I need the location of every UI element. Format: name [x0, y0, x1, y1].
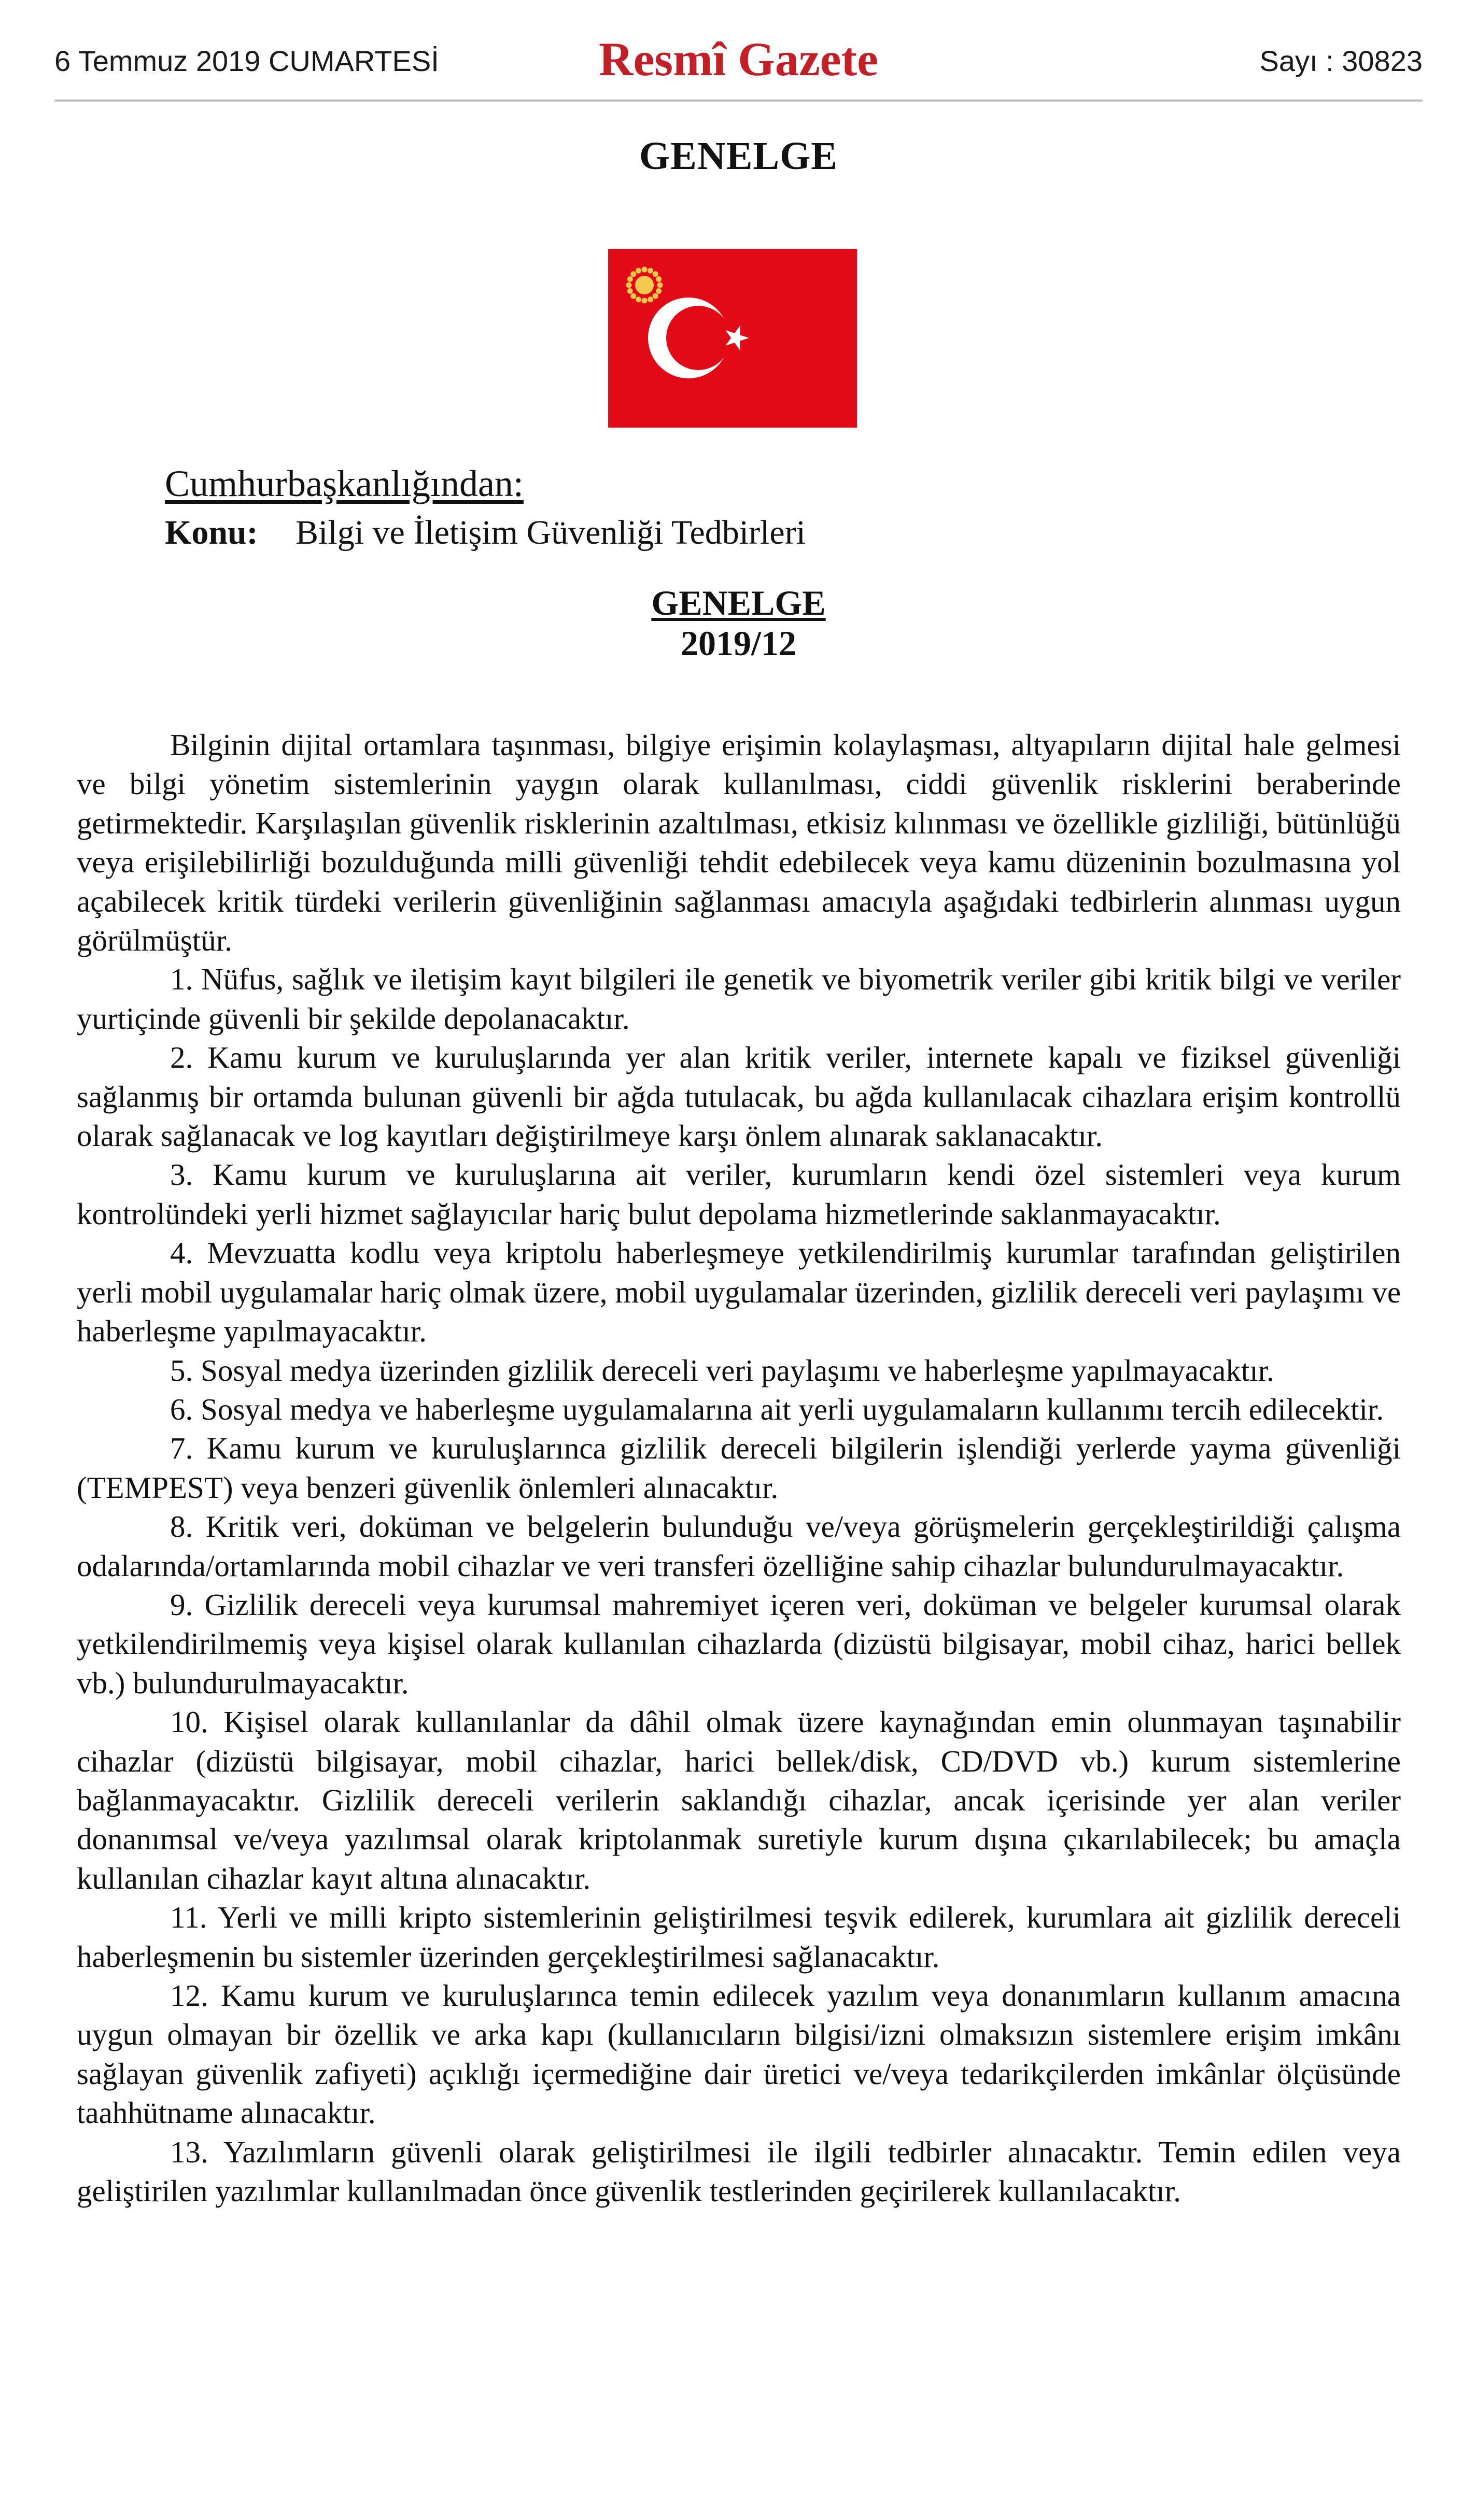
article-6: 6. Sosyal medya ve haberleşme uygulamalarına ait yerli uygulamaların kullanımı tercih edilecektir.: [170, 1392, 1384, 1426]
emblem-star: [653, 293, 658, 299]
emblem-star: [627, 276, 633, 282]
article-1: 1. Nüfus, sağlık ve iletişim kayıt bilgileri ile genetik ve biyometrik veriler gibi kritik bilgi ve veriler yurtiçinde güvenli bir şekilde depolanacaktır.: [77, 962, 1401, 1036]
emblem-star: [648, 296, 653, 302]
subject-label: Konu:: [165, 514, 258, 551]
document-number: 2019/12: [681, 624, 796, 663]
article-12: 12. Kamu kurum ve kuruluşlarınca temin edilecek yazılım veya donanımların kullanım amacına uygun olmayan bir özellik ve arka kapı (kullanıcıların bilgisi/izni olmaksızın sistemlere erişim imkânı sağlayan güvenlik zafiyeti) açıklığı içermediğine dair üretici ve/veya tedarikçilerden imkânlar ölçüsünde taahhütname alınacaktır.: [77, 1978, 1401, 2130]
document-title-block: [0, 583, 1477, 663]
article-11: 11. Yerli ve milli kripto sistemlerinin geliştirilmesi teşvik edilerek, kurumlara ait gizlilik dereceli haberleşmenin bu sistemler üzerinden gerçekleştirilmesi sağlanacaktır.: [77, 1900, 1401, 1974]
emblem-star: [656, 288, 662, 294]
emblem-star: [630, 293, 636, 299]
article-9: 9. Gizlilik dereceli veya kurumsal mahremiyet içeren veri, doküman ve belgeler kurumsal olarak yetkilendirilmemiş veya kişisel olarak kullanılan cihazlarda (dizüstü bilgisayar, mobil cihaz, harici bellek vb.) bulundurulmayacaktır.: [77, 1587, 1401, 1700]
intro-paragraph: Bilginin dijital ortamlara taşınması, bilgiye erişimin kolaylaşması, altyapıların dijital hale gelmesi ve bilgi yönetim sistemlerinin yaygın olarak kullanılması, ciddi güvenlik risklerini beraberinde getirmektedir. Karşılaşılan güvenlik risklerinin azaltılması, etkisiz kılınması ve özellikle gizliliği, bütünlüğü veya erişilebilirliği bozulduğunda milli güvenliği tehdit edebilecek veya kamu düzeninin bozulmasına yol açabilecek kritik türdeki verilerin güvenliğinin sağlanması amacıyla aşağıdaki tedbirlerin alınması uygun görülmüştür.: [77, 728, 1401, 958]
crescent-inner: [666, 306, 730, 370]
emblem-star: [636, 268, 641, 274]
emblem-star: [648, 268, 653, 274]
header-divider: [54, 100, 1423, 102]
subject-text: Bilgi ve İletişim Güvenliği Tedbirleri: [296, 514, 806, 551]
article-8: 8. Kritik veri, doküman ve belgelerin bulunduğu ve/veya görüşmelerin gerçekleştirildiği çalışma odalarında/ortamlarında mobil cihazlar ve veri transferi özelliğine sahip cihazlar bulundurulmayacaktır.: [77, 1509, 1401, 1583]
gazette-header: [54, 29, 1423, 91]
emblem-star: [636, 296, 641, 302]
article-4: 4. Mevzuatta kodlu veya kriptolu haberleşmeye yetkilendirilmiş kurumlar tarafından geliştirilen yerli mobil uygulamalar hariç olmak üzere, mobil uygulamalar üzerinden, gizlilik dereceli veri paylaşımı ve haberleşme yapılmayacaktır.: [77, 1236, 1401, 1349]
article-5: 5. Sosyal medya üzerinden gizlilik dereceli veri paylaşımı ve haberleşme yapılmayacaktır.: [170, 1353, 1274, 1388]
section-heading: GENELGE: [639, 134, 838, 178]
emblem-star: [626, 282, 632, 288]
emblem-star: [642, 298, 648, 304]
article-13: 13. Yazılımların güvenli olarak geliştirilmesi ile ilgili tedbirler alınacaktır. Temin edilen veya geliştirilen yazılımlar kullanılmadan önce güvenlik testlerinden geçirilerek kullanılacaktır.: [77, 2134, 1401, 2208]
emblem-star: [657, 282, 663, 288]
emblem-star: [656, 276, 662, 282]
emblem-star: [630, 271, 636, 277]
emblem-star: [642, 267, 648, 273]
gazette-name: Resmî Gazete: [599, 33, 878, 86]
document-title: GENELGE: [651, 583, 826, 622]
article-3: 3. Kamu kurum ve kuruluşlarına ait veriler, kurumların kendi özel sistemleri veya kurum kontrolündeki yerli hizmet sağlayıcılar hariç bulut depolama hizmetlerinde saklanmayacaktır.: [77, 1157, 1401, 1231]
turkish-presidential-flag-icon: [608, 249, 857, 428]
document-subject: [165, 513, 806, 553]
article-2: 2. Kamu kurum ve kuruluşlarında yer alan kritik veriler, internete kapalı ve fiziksel güvenliği sağlanmış bir ortamda bulunan güvenli bir ağda tutulacak, bu ağda kullanılacak cihazlara erişim kontrollü olarak sağlanacak ve log kayıtları değiştirilmeye karşı önlem alınarak saklanacaktır.: [77, 1040, 1401, 1153]
circular-body: [77, 726, 1401, 2211]
issuing-authority: Cumhurbaşkanlığından:: [165, 463, 524, 504]
issue-number: Sayı : 30823: [1259, 45, 1423, 77]
presidential-sun-emblem-icon: [626, 267, 663, 304]
emblem-star: [653, 271, 658, 277]
article-10: 10. Kişisel olarak kullanılanlar da dâhil olmak üzere kaynağından emin olunmayan taşınabilir cihazlar (dizüstü bilgisayar, mobil cihazlar, harici bellek/disk, CD/DVD vb.) kurum sistemlerine bağlanmayacaktır. Gizlilik dereceli verilerin saklandığı cihazlar, ancak içerisinde yer alan veriler donanımsal ve/veya yazılımsal olarak kriptolanmak suretiyle kurum dışına çıkarılabilecek; bu amaçla kullanılan cihazlar kayıt altına alınacaktır.: [77, 1705, 1401, 1895]
publication-date: 6 Temmuz 2019 CUMARTESİ: [54, 45, 439, 77]
emblem-star: [627, 288, 633, 294]
article-7: 7. Kamu kurum ve kuruluşlarınca gizlilik dereceli bilgilerin işlendiği yerlerde yayma güvenliği (TEMPEST) veya benzeri güvenlik önlemleri alınacaktır.: [77, 1431, 1401, 1505]
